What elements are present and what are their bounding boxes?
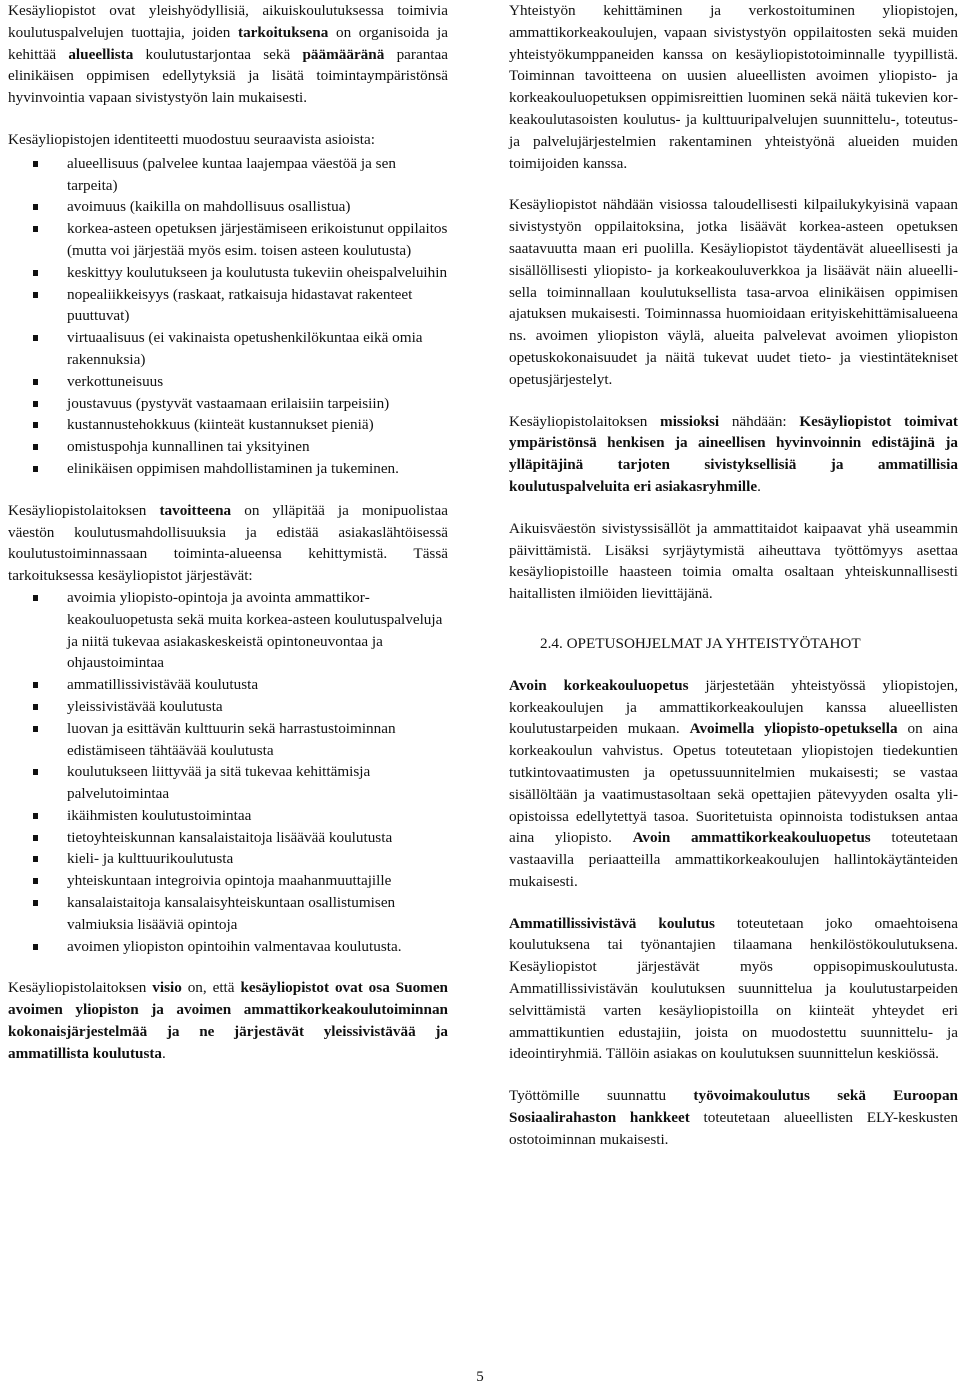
- goal-paragraph: Kesäyliopistolaitoksen tavoitteena on ylläpitää ja monipuolistaa väestön koulutusmahdollisuuksia ja edistää asiakaslähtöisessä koulutustoiminnassaan toiminta-alueensa kehittymistä. Tässä tarkoituksessa kesäyliopistot järjestävät:: [8, 501, 448, 585]
- list-item: tietoyhteiskunnan kansalaistaitoja lisäävää koulutusta: [8, 827, 448, 849]
- open-university-paragraph: Avoin korkeakouluopetus järjestetään yhteistyössä yliopistojen, korkeakoulujen ja ammattikorkeakoulujen kanssa alueellisten koulutustarpeiden mukaan. Avoimella yliopisto-opetuksella on aina korkeakoulun vahvistus. Opetus toteutetaan yliopistojen tiedekuntien tutkintovaatimusten ja opetussuunnitelmien mukaisesti; se vastaa sisällöltään ja vaatimustasoltaan sekä opettajien pätevyyden osalta yliopistoissa edellytettyä tasoa. Suoritetuista opinnoista todistuksen antaa aina yliopisto. Avoin ammattikorkeakouluopetus toteutetaan vastaavilla periaatteilla ammattikorkeakoulujen hallintokäytänteiden mukaisesti.: [509, 676, 959, 890]
- mission-paragraph: Kesäyliopistolaitoksen missioksi nähdään: Kesäyliopistot toimivat ympäristönsä henkisen ja aineellisen hyvinvoinnin edistäjinä ja ylläpitäjinä tarjoten sivistyksellisiä ja ammatillisia koulutuspalveluita eri asiakasryhmille.: [509, 412, 958, 495]
- list-item: avoimia yliopisto-opintoja ja avointa ammattikorkeakouluopetusta sekä muita korkea-asteen koulutuspalveluja ja niitä tukevaa asiakaskeskeistä opintoneuvontaa ja ohjaustoimintaa: [8, 587, 448, 674]
- list-item: kieli- ja kulttuurikoulutusta: [8, 848, 448, 870]
- list-item: virtuaalisuus (ei vakinaista opetushenkilökuntaa eikä omia rakennuksia): [8, 327, 448, 371]
- list-item: kustannustehokkuus (kiinteät kustannukset pieniä): [8, 414, 448, 436]
- vision-paragraph: Kesäyliopistolaitoksen visio on, että kesäyliopistot ovat osa Suomen avoimen yliopiston ja avoimen ammattikorkeakoulutoiminnan kokonaisjärjestelmää ja ne järjestävät yleissivistävää ja ammatillista koulutusta.: [8, 979, 449, 1062]
- list-item: avoimuus (kaikilla on mahdollisuus osallistua): [8, 196, 448, 218]
- list-item: alueellisuus (palvelee kuntaa laajempaa väestöä ja sen tarpeita): [8, 153, 448, 197]
- list-item: nopealiikkeisyys (raskaat, ratkaisuja hidastavat rakenteet puuttuvat): [8, 284, 448, 328]
- identity-list: [8, 153, 448, 480]
- list-item: elinikäisen oppimisen mahdollistaminen ja tukeminen.: [8, 458, 448, 480]
- list-item: omistuspohja kunnallinen tai yksityinen: [8, 436, 448, 458]
- right-column: [509, 0, 958, 1151]
- list-item: yleissivistävää koulutusta: [8, 696, 448, 718]
- list-item: ikäihmisten koulutustoimintaa: [8, 805, 448, 827]
- adult-skills-paragraph: Aikuisväestön sivistyssisällöt ja ammattitaidot kaipaavat yhä useammin päivittämistä. Lisäksi syrjäytymistä aiheuttava työttömyys asettaa kesäyliopistoille haasteen toimia omalta osaltaan yhteiskunnallisesti haitallisten ilmiöiden lievittäjänä.: [509, 519, 958, 603]
- vocational-paragraph: Ammatillissivistävä koulutus toteutetaan joko omaehtoisena koulutuksena tai työnantajien tilaamana henkilöstökoulutuksena. Kesäyliopistot järjestävät myös oppisopimuskoulutusta. Ammatillissivistävän koulutuksen suunnittelua ja koulutustarpeiden selvittämistä varten kesäyliopistoilla on kiinteät yhteydet eri ammattikuntien edustajiin, joista on muodostettu suunnittelu- ja ideointiryhmiä. Tällöin asiakas on koulutuksen suunnittelun keskiössä.: [509, 914, 958, 1063]
- list-item: keskittyy koulutukseen ja koulutusta tukeviin oheispalveluihin: [8, 262, 448, 284]
- unemployed-paragraph: Työttömille suunnattu työvoimakoulutus sekä Euroopan Sosiaalirahaston hankkeet toteutetaan alueellisten ELY-keskusten ostotoiminnan mukaisesti.: [509, 1087, 958, 1148]
- cooperation-paragraph: Yhteistyön kehittäminen ja verkostoituminen yliopistojen, ammattikorkeakoulujen, vapaan sivistystyön oppilaitosten sekä muiden yhteistyökumppaneiden kanssa on kesäyliopistotoiminnalle tyypillistä. Toiminnan tavoitteena on uusien alueellisten avoimen yliopisto- ja korkeakouluopetuksen oppimisreittien luominen sekä näitä tukevien korkeakoulutasoisten koulutus- ja kulttuuripalvelujen suunnittelu-, toteutus- ja palvelujärjestelmien rakentaminen yhteistyönä alueiden muiden toimijoiden kanssa.: [509, 2, 958, 172]
- list-item: ammatillissivistävää koulutusta: [8, 674, 448, 696]
- list-item: avoimen yliopiston opintoihin valmentavaa koulutusta.: [8, 936, 448, 958]
- list-item: kansalaistaitoja kansalaisyhteiskuntaan osallistumisen valmiuksia lisääviä opintoja: [8, 892, 448, 936]
- list-item: luovan ja esittävän kulttuurin sekä harrastustoiminnan edistämiseen tähtäävää koulutusta: [8, 718, 448, 762]
- identity-intro: Kesäyliopistojen identiteetti muodostuu seuraavista asioista:: [8, 130, 375, 148]
- list-item: korkea-asteen opetuksen järjestämiseen erikoistunut oppilaitos (mutta voi järjestää myös esim. toisen asteen koulutusta): [8, 218, 448, 262]
- page-number: 5: [476, 1369, 484, 1385]
- goal-list: [8, 587, 448, 958]
- list-item: joustavuus (pystyvät vastaamaan erilaisiin tarpeisiin): [8, 393, 448, 415]
- left-column: [8, 0, 448, 1065]
- list-item: verkottuneisuus: [8, 371, 448, 393]
- vision-competitiveness-paragraph: Kesäyliopistot nähdään visiossa taloudellisesti kilpailukykyisinä vapaan sivistystyön oppilaitoksina, jotka lisäävät korkea-asteen opetuksen saatavuutta maan eri puolilla. Kesäyliopistot täydentävät alueellisesti ja sisällöllisesti yliopisto- ja korkeakouluverkkoa ja lisäävät näin alueellisella toiminnallaan koulutuksellista tasa-arvoa elinikäisen oppimisen ajatuksen mukaisesti. Toiminnassa huomioidaan erityiskehittämisalueena ns. avoimen yliopiston väylä, alueita palvelevat avoimen yliopiston opetuskokonaisuudet ja näitä tukevat uudet tieto- ja viestintätekniset opetusjärjestelyt.: [509, 196, 958, 388]
- section-heading: 2.4. OPETUSOHJELMAT JA YHTEISTYÖTAHOT: [540, 634, 861, 652]
- intro-paragraph: Kesäyliopistot ovat yleishyödyllisiä, aikuiskoulutuksessa toimivia koulutuspalvelujen tuottajia, joiden tarkoituksena on organisoida ja kehittää alueellista koulutustarjontaa sekä päämääränä parantaa elinikäisen oppimisen edellytyksiä ja lisätä toimintaympäristönsä hyvinvointia vapaan sivistystyön lain mukaisesti.: [8, 2, 449, 107]
- list-item: yhteiskuntaan integroivia opintoja maahanmuuttajille: [8, 870, 448, 892]
- list-item: koulutukseen liittyvää ja sitä tukevaa kehittämisja palvelutoimintaa: [8, 761, 448, 805]
